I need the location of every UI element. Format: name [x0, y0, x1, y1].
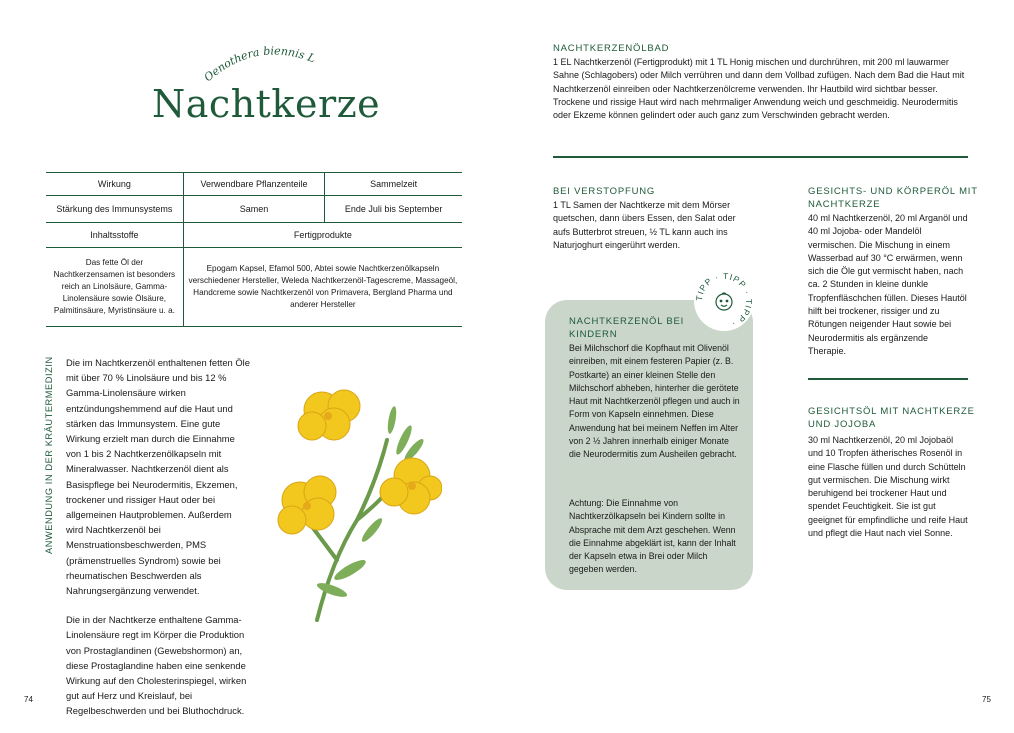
verstopfung-text: 1 TL Samen der Nachtkerze mit dem Mörser quetschen, dann übers Essen, den Salat oder aufs Butterbrot streuen, ½ TL kann auch ins Naturjoghurt eingerührt werden.	[553, 200, 736, 250]
divider-right	[808, 378, 968, 380]
left-body	[66, 355, 250, 733]
evening-primrose-illustration	[262, 380, 442, 630]
header-wirkung: Wirkung	[97, 179, 131, 189]
tipp-badge-text: TIPP · TIPP · TIPP ·	[693, 270, 755, 330]
tipp-badge	[693, 270, 755, 332]
koerperoel-text: 40 ml Nachtkerzenöl, 20 ml Arganöl und 40 ml Jojoba- oder Mandelöl vermischen. Die Mischung in einem Wasserbad auf 30 °C erwärmen, wenn sich die Öle gut vermischt haben, nach ca. 2 Stunden in kleine dunkle Tropfenfläschchen füllen. Dieses Hautöl hilft bei trockener, rissiger und zu Rötungen neigender Haut sowie bei Neurodermitis als ergänzende Therapie.	[808, 213, 968, 356]
latin-name: Oenothera biennis L	[201, 44, 318, 85]
header-pflanzenteile: Verwendbare Pflanzenteile	[183, 173, 324, 196]
tip-text-1: Bei Milchschorf die Kopfhaut mit Olivenöl einreiben, mit einem festeren Papier (z. B. Postkarte) an einer kleinen Stelle den Milchschorf abheben, hinterher die gerötete Haut mit Nachtkerzenöl pflegen und auch in Form von Kapseln einnehmen. Diese Anwendung hat bei meinem Neffen im Alter von 2 ½ Jahren innerhalb einiger Monate die Neurodermitis zum Ausheilen gebracht.	[569, 343, 740, 460]
info-table	[46, 172, 462, 327]
verstopfung-heading: BEI VERSTOPFUNG	[553, 186, 656, 197]
header-fertigprodukte: Fertigprodukte	[183, 223, 462, 248]
tip-text-2: Achtung: Die Einnahme von Nachtkerzölkapseln bei Kindern sollte in Absprache mit dem Arzt geschehen. Wenn die Einnahme abgeklärt ist, kann der Inhalt der Kapseln etwa in Brei oder Milch gegeben werden.	[569, 498, 736, 575]
tip-box	[545, 300, 753, 590]
svg-text:Oenothera biennis L.	[200, 40, 317, 84]
paragraph-2: Die in der Nachtkerze enthaltene Gamma-Linolensäure regt im Körper die Produktion von Prostaglandinen (Gewebshormon) an, diese Prostaglandine haben eine senkende Wirkung auf den Cholesterinspiegel, wirken gut auf Herz und Kreislauf, bei Regelbeschwerden und bei Bluthochdruck.	[66, 614, 247, 717]
paragraph-1: Die im Nachtkerzenöl enthaltenen fetten Öle mit über 70 % Linolsäure und bis 12 % Gamma-Linolensäure wirken entzündungshemmend auf die Haut und stärken das Immunsystem. Eine gute Wirkung erzielt man durch die Einnahme von 1 bis 2 Nachtkerzenölkapseln mit Mineralwasser. Nachtkerzenöl dient als Basispflege bei Neurodermitis, Ekzemen, trockener und rissiger Haut oder bei allgemeinen Hautproblemen. Außerdem wird Nachtkerzenöl bei Menstruationsbeschwerden, PMS (prämenstruelles Syndrom) sowie bei rheumatischen Beschwerden als Nahrungsergänzung verwendet.	[66, 357, 250, 597]
tip-heading: NACHTKERZENÖL BEI KINDERN	[569, 316, 685, 340]
bad-heading: NACHTKERZENÖLBAD	[553, 43, 670, 54]
gesichtsoel-heading: GESICHTSÖL MIT NACHTKERZE UND JOJOBA	[808, 406, 975, 430]
header-sammelzeit: Sammelzeit	[325, 173, 462, 196]
side-label	[38, 356, 58, 556]
koerperoel-heading: GESICHTS- UND KÖRPERÖL MIT NACHTKERZE	[808, 186, 978, 210]
page-number-right: 75	[982, 695, 991, 704]
page-title: Nachtkerze	[152, 82, 381, 126]
page-number-left: 74	[24, 695, 33, 704]
bad-text: 1 EL Nachtkerzenöl (Fertigprodukt) mit 1 TL Honig mischen und durchrühren, mit 200 ml lauwarmer Sahne (Schlagobers) oder Milch verrühren und dann dem Vollbad zufügen. Nach dem Bad die Haut mit Nachtkerzenöl einreiben oder Nachtkerzenölcreme verwenden. Ihr Hautbild wird sichtbar besser. Trockene und rissige Haut wird nach mehrmaliger Anwendung weich und geschmeidig. Neurodermitis oder Ekzeme können gelindert oder auch ganz zum Verschwinden gebracht werden.	[553, 57, 965, 121]
header-inhaltsstoffe: Inhaltsstoffe	[90, 230, 139, 240]
cell-wirkung: Stärkung des Immunsystems	[56, 204, 173, 214]
cell-inhaltsstoffe: Das fette Öl der Nachtkerzensamen ist besonders reich an Linolsäure, Gamma-Linolensäure sowie Ölsäure, Palmitinsäure, Myristinsäure u. a.	[53, 258, 176, 315]
gesichtsoel-text: 30 ml Nachtkerzenöl, 20 ml Jojobaöl und 10 Tropfen ätherisches Rosenöl in eine Flasche füllen und durch Schütteln gut vermischen. Die Mischung wirkt beruhigend bei trockener Haut und spendet Feuchtigkeit. Sie ist gut geeignet für empfindliche und reife Haut und pflegt die Haut nach viel Sonne.	[808, 435, 968, 539]
cell-pflanzenteile: Samen	[183, 196, 324, 223]
side-label-text: ANWENDUNG IN DER KRÄUTERMEDIZIN	[44, 356, 54, 554]
divider-top	[553, 156, 968, 158]
cell-sammelzeit: Ende Juli bis September	[325, 196, 462, 223]
cell-fertigprodukte: Epogam Kapsel, Efamol 500, Abtei sowie Nachtkerzenölkapseln verschiedener Hersteller, Weleda Nachtkerzenöl-Tagescreme, Massageöl, Handcreme sowie Nachtkerzenöl von Primavera, Bergland Pharma und anderer Hersteller	[183, 248, 462, 327]
